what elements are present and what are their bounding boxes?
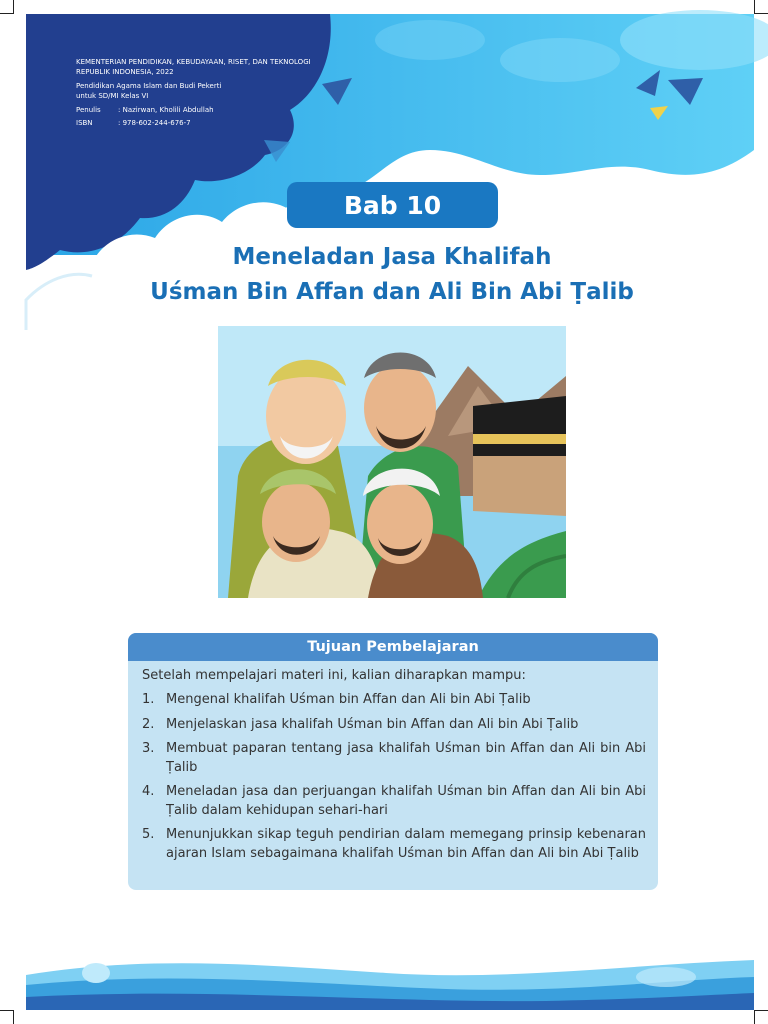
item-number: 4. <box>142 784 155 799</box>
publisher-line: KEMENTERIAN PENDIDIKAN, KEBUDAYAAN, RISET, DAN TEKNOLOGI <box>76 58 311 66</box>
objectives-heading: Tujuan Pembelajaran <box>128 633 658 661</box>
chapter-badge: Bab 10 <box>287 182 498 228</box>
list-item <box>142 740 646 777</box>
chapter-title-line: Meneladan Jasa Khalifah <box>232 244 552 270</box>
item-text: Mengenal khalifah Uśman bin Affan dan Ali bin Abi Ṭalib <box>166 692 531 707</box>
list-item <box>142 716 646 735</box>
list-item <box>142 691 646 710</box>
item-text: Meneladan jasa dan perjuangan khalifah Uśman bin Affan dan Ali bin Abi Ṭalib dalam kehidupan sehari-hari <box>166 784 646 818</box>
item-number: 1. <box>142 692 155 707</box>
isbn-label: ISBN <box>76 118 93 127</box>
footer-wave-art <box>26 955 754 1010</box>
author-value: : Nazirwan, Kholili Abdullah <box>118 106 214 114</box>
list-item <box>142 783 646 820</box>
chapter-title-line: Uśman Bin Affan dan Ali Bin Abi Ṭalib <box>150 279 634 305</box>
learning-objectives-box <box>128 633 658 890</box>
chapter-title <box>100 240 684 310</box>
crop-mark <box>0 1010 14 1011</box>
item-number: 3. <box>142 741 155 756</box>
item-number: 5. <box>142 827 155 842</box>
item-text: Membuat paparan tentang jasa khalifah Uśman bin Affan dan Ali bin Abi Ṭalib <box>166 741 646 775</box>
crop-mark <box>13 1010 14 1024</box>
item-text: Menunjukkan sikap teguh pendirian dalam memegang prinsip kebenaran ajaran Islam sebagaimana khalifah Uśman bin Affan dan Ali bin Abi Ṭalib <box>166 827 646 861</box>
item-text: Menjelaskan jasa khalifah Uśman bin Affan dan Ali bin Abi Ṭalib <box>166 716 579 732</box>
crop-mark <box>754 1010 768 1011</box>
author-row <box>76 106 326 116</box>
isbn-value: : 978-602-244-676-7 <box>118 118 191 127</box>
objectives-intro: Setelah mempelajari materi ini, kalian diharapkan mampu: <box>142 668 526 683</box>
publisher-line: REPUBLIK INDONESIA, 2022 <box>76 67 174 76</box>
isbn-row <box>76 119 326 129</box>
book-title-line: Pendidikan Agama Islam dan Budi Pekerti <box>76 82 222 90</box>
author-label: Penulis <box>76 106 101 114</box>
crop-mark <box>754 1010 755 1024</box>
book-title-line: untuk SD/MI Kelas VI <box>76 91 149 100</box>
list-item <box>142 826 646 863</box>
objectives-list <box>142 691 646 863</box>
publication-info <box>76 58 326 128</box>
item-number: 2. <box>142 716 155 732</box>
caliphs-illustration <box>218 326 566 598</box>
